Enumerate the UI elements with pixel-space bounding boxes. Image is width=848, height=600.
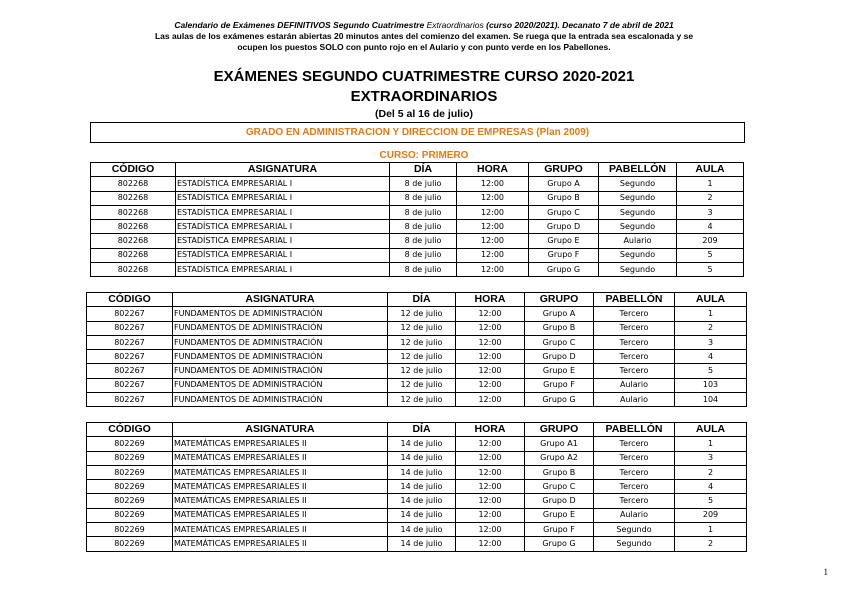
cell-code: 802269	[87, 523, 173, 537]
table-body	[91, 177, 744, 277]
cell-day: 14 de julio	[388, 523, 456, 537]
cell-room: 3	[677, 205, 744, 219]
cell-day: 8 de julio	[390, 177, 457, 191]
date-range: (Del 5 al 16 de julio)	[374, 108, 474, 120]
cell-pavilion: Tercero	[594, 465, 675, 479]
cell-subject: MATEMÁTICAS EMPRESARIALES II	[173, 437, 388, 451]
table-row	[87, 364, 747, 378]
cell-code: 802269	[87, 451, 173, 465]
cell-group: Grupo B	[525, 465, 594, 479]
cell-pavilion: Aulario	[594, 393, 675, 407]
cell-time: 12:00	[457, 234, 529, 248]
cell-room: 209	[675, 508, 747, 522]
cell-day: 8 de julio	[390, 234, 457, 248]
cell-group: Grupo G	[525, 537, 594, 551]
table-row	[87, 480, 747, 494]
column-header-pavilion: PABELLÓN	[599, 163, 677, 177]
cell-subject: ESTADÍSTICA EMPRESARIAL I	[176, 191, 390, 205]
cell-subject: MATEMÁTICAS EMPRESARIALES II	[173, 537, 388, 551]
cell-code: 802267	[87, 393, 173, 407]
cell-code: 802268	[91, 177, 176, 191]
cell-day: 14 de julio	[388, 437, 456, 451]
cell-day: 8 de julio	[390, 248, 457, 262]
cell-day: 8 de julio	[390, 220, 457, 234]
cell-group: Grupo E	[525, 364, 594, 378]
table-row	[87, 451, 747, 465]
cell-code: 802267	[87, 378, 173, 392]
table-row	[91, 234, 744, 248]
table-body	[87, 307, 747, 407]
cell-room: 2	[675, 465, 747, 479]
column-header-time: HORA	[457, 163, 529, 177]
cell-group: Grupo E	[525, 508, 594, 522]
cell-group: Grupo A	[525, 307, 594, 321]
table-row	[87, 393, 747, 407]
table-row	[87, 437, 747, 451]
cell-time: 12:00	[456, 508, 525, 522]
cell-code: 802267	[87, 350, 173, 364]
cell-pavilion: Segundo	[599, 248, 677, 262]
cell-room: 4	[675, 480, 747, 494]
column-header-pavilion: PABELLÓN	[594, 423, 675, 437]
cell-code: 802268	[91, 205, 176, 219]
cell-day: 12 de julio	[388, 307, 456, 321]
table-header-row	[87, 293, 747, 307]
cell-time: 12:00	[456, 523, 525, 537]
column-header-room: AULA	[677, 163, 744, 177]
cell-subject: ESTADÍSTICA EMPRESARIAL I	[176, 177, 390, 191]
cell-day: 14 de julio	[388, 451, 456, 465]
cell-subject: FUNDAMENTOS DE ADMINISTRACIÓN	[173, 350, 388, 364]
table-row	[91, 191, 744, 205]
cell-subject: FUNDAMENTOS DE ADMINISTRACIÓN	[173, 378, 388, 392]
cell-time: 12:00	[456, 307, 525, 321]
cell-subject: FUNDAMENTOS DE ADMINISTRACIÓN	[173, 321, 388, 335]
column-header-subject: ASIGNATURA	[173, 293, 388, 307]
exam-table-estadistica	[90, 162, 744, 277]
cell-room: 5	[677, 248, 744, 262]
table-row	[87, 465, 747, 479]
cell-pavilion: Tercero	[594, 480, 675, 494]
cell-subject: ESTADÍSTICA EMPRESARIAL I	[176, 248, 390, 262]
column-header-code: CÓDIGO	[87, 423, 173, 437]
cell-time: 12:00	[456, 437, 525, 451]
cell-room: 2	[675, 537, 747, 551]
cell-subject: MATEMÁTICAS EMPRESARIALES II	[173, 480, 388, 494]
cell-time: 12:00	[456, 465, 525, 479]
cell-group: Grupo A2	[525, 451, 594, 465]
cell-pavilion: Aulario	[594, 378, 675, 392]
cell-day: 12 de julio	[388, 378, 456, 392]
table-row	[91, 263, 744, 277]
cell-pavilion: Tercero	[594, 321, 675, 335]
cell-time: 12:00	[456, 364, 525, 378]
cell-subject: ESTADÍSTICA EMPRESARIAL I	[176, 220, 390, 234]
cell-room: 3	[675, 451, 747, 465]
cell-day: 12 de julio	[388, 335, 456, 349]
cell-pavilion: Tercero	[594, 451, 675, 465]
column-header-day: DÍA	[388, 293, 456, 307]
cell-pavilion: Aulario	[594, 508, 675, 522]
table-row	[91, 177, 744, 191]
cell-time: 12:00	[456, 350, 525, 364]
cell-code: 802267	[87, 321, 173, 335]
header-note-thin: Extraordinarios	[426, 20, 484, 30]
cell-room: 209	[677, 234, 744, 248]
column-header-room: AULA	[675, 423, 747, 437]
table-row	[87, 494, 747, 508]
cell-code: 802268	[91, 263, 176, 277]
cell-subject: FUNDAMENTOS DE ADMINISTRACIÓN	[173, 393, 388, 407]
cell-room: 1	[677, 177, 744, 191]
cell-subject: MATEMÁTICAS EMPRESARIALES II	[173, 451, 388, 465]
cell-room: 1	[675, 523, 747, 537]
column-header-group: GRUPO	[529, 163, 599, 177]
cell-day: 14 de julio	[388, 494, 456, 508]
cell-day: 12 de julio	[388, 393, 456, 407]
table-header-row	[87, 423, 747, 437]
cell-room: 4	[677, 220, 744, 234]
cell-room: 2	[675, 321, 747, 335]
cell-code: 802269	[87, 480, 173, 494]
course-label: CURSO: PRIMERO	[379, 150, 469, 161]
cell-day: 14 de julio	[388, 480, 456, 494]
cell-code: 802269	[87, 537, 173, 551]
cell-time: 12:00	[457, 191, 529, 205]
exam-table-fundamentos	[86, 292, 747, 407]
cell-code: 802268	[91, 234, 176, 248]
column-header-group: GRUPO	[525, 423, 594, 437]
degree-banner: GRADO EN ADMINISTRACION Y DIRECCION DE EMPRESAS (Plan 2009)	[90, 122, 745, 143]
cell-subject: ESTADÍSTICA EMPRESARIAL I	[176, 234, 390, 248]
cell-subject: ESTADÍSTICA EMPRESARIAL I	[176, 263, 390, 277]
cell-group: Grupo F	[525, 378, 594, 392]
cell-code: 802268	[91, 220, 176, 234]
cell-room: 1	[675, 437, 747, 451]
cell-group: Grupo C	[525, 480, 594, 494]
cell-time: 12:00	[456, 480, 525, 494]
cell-time: 12:00	[457, 263, 529, 277]
cell-group: Grupo E	[529, 234, 599, 248]
cell-code: 802269	[87, 437, 173, 451]
header-note-line1	[0, 20, 848, 31]
cell-code: 802267	[87, 335, 173, 349]
cell-group: Grupo G	[529, 263, 599, 277]
header-note-bold: Calendario de Exámenes DEFINITIVOS Segundo Cuatrimestre	[174, 20, 425, 30]
table-row	[91, 205, 744, 219]
cell-group: Grupo B	[525, 321, 594, 335]
cell-pavilion: Tercero	[594, 364, 675, 378]
exam-table-matematicas	[86, 422, 747, 552]
cell-subject: FUNDAMENTOS DE ADMINISTRACIÓN	[173, 307, 388, 321]
cell-subject: FUNDAMENTOS DE ADMINISTRACIÓN	[173, 335, 388, 349]
column-header-code: CÓDIGO	[87, 293, 173, 307]
cell-pavilion: Tercero	[594, 335, 675, 349]
cell-pavilion: Segundo	[594, 523, 675, 537]
table-row	[91, 220, 744, 234]
cell-group: Grupo B	[529, 191, 599, 205]
cell-subject: ESTADÍSTICA EMPRESARIAL I	[176, 205, 390, 219]
cell-day: 12 de julio	[388, 350, 456, 364]
table-row	[87, 537, 747, 551]
column-header-day: DÍA	[390, 163, 457, 177]
cell-pavilion: Segundo	[599, 263, 677, 277]
cell-day: 8 de julio	[390, 263, 457, 277]
cell-time: 12:00	[457, 205, 529, 219]
cell-time: 12:00	[456, 378, 525, 392]
cell-group: Grupo D	[529, 220, 599, 234]
cell-time: 12:00	[456, 335, 525, 349]
cell-group: Grupo G	[525, 393, 594, 407]
cell-day: 12 de julio	[388, 321, 456, 335]
cell-time: 12:00	[457, 177, 529, 191]
cell-time: 12:00	[457, 220, 529, 234]
cell-group: Grupo A	[529, 177, 599, 191]
column-header-time: HORA	[456, 293, 525, 307]
cell-room: 4	[675, 350, 747, 364]
cell-pavilion: Tercero	[594, 437, 675, 451]
cell-time: 12:00	[456, 321, 525, 335]
cell-room: 3	[675, 335, 747, 349]
cell-group: Grupo C	[525, 335, 594, 349]
cell-day: 14 de julio	[388, 537, 456, 551]
table-row	[87, 350, 747, 364]
table-row	[87, 508, 747, 522]
cell-group: Grupo F	[529, 248, 599, 262]
column-header-pavilion: PABELLÓN	[594, 293, 675, 307]
column-header-room: AULA	[675, 293, 747, 307]
cell-pavilion: Segundo	[599, 177, 677, 191]
cell-room: 5	[675, 364, 747, 378]
table-row	[87, 523, 747, 537]
header-note-tail: (curso 2020/2021). Decanato 7 de abril de 2021	[486, 20, 674, 30]
table-row	[87, 321, 747, 335]
header-note-line3: ocupen los puestos SOLO con punto rojo en el Aulario y con punto verde en los Pabellones.	[237, 42, 611, 52]
cell-pavilion: Tercero	[594, 350, 675, 364]
cell-pavilion: Aulario	[599, 234, 677, 248]
column-header-subject: ASIGNATURA	[173, 423, 388, 437]
table-body	[87, 437, 747, 551]
column-header-time: HORA	[456, 423, 525, 437]
cell-code: 802268	[91, 191, 176, 205]
cell-day: 14 de julio	[388, 508, 456, 522]
cell-code: 802269	[87, 465, 173, 479]
cell-day: 8 de julio	[390, 191, 457, 205]
cell-time: 12:00	[457, 248, 529, 262]
cell-group: Grupo D	[525, 350, 594, 364]
table-row	[87, 335, 747, 349]
cell-day: 14 de julio	[388, 465, 456, 479]
cell-time: 12:00	[456, 393, 525, 407]
cell-room: 1	[675, 307, 747, 321]
cell-code: 802269	[87, 494, 173, 508]
cell-code: 802267	[87, 364, 173, 378]
cell-pavilion: Segundo	[599, 220, 677, 234]
cell-time: 12:00	[456, 451, 525, 465]
page-subtitle: EXTRAORDINARIOS	[350, 88, 498, 105]
column-header-subject: ASIGNATURA	[176, 163, 390, 177]
cell-room: 5	[677, 263, 744, 277]
page-title: EXÁMENES SEGUNDO CUATRIMESTRE CURSO 2020-2021	[213, 68, 635, 85]
table-row	[87, 378, 747, 392]
page-number: 1	[823, 567, 828, 577]
column-header-group: GRUPO	[525, 293, 594, 307]
cell-pavilion: Segundo	[599, 191, 677, 205]
cell-room: 103	[675, 378, 747, 392]
column-header-day: DÍA	[388, 423, 456, 437]
cell-day: 12 de julio	[388, 364, 456, 378]
cell-room: 5	[675, 494, 747, 508]
cell-subject: MATEMÁTICAS EMPRESARIALES II	[173, 494, 388, 508]
cell-subject: MATEMÁTICAS EMPRESARIALES II	[173, 508, 388, 522]
table-header-row	[91, 163, 744, 177]
cell-group: Grupo D	[525, 494, 594, 508]
cell-group: Grupo C	[529, 205, 599, 219]
cell-group: Grupo F	[525, 523, 594, 537]
cell-code: 802269	[87, 508, 173, 522]
cell-code: 802267	[87, 307, 173, 321]
cell-time: 12:00	[456, 494, 525, 508]
cell-pavilion: Segundo	[599, 205, 677, 219]
cell-code: 802268	[91, 248, 176, 262]
cell-room: 104	[675, 393, 747, 407]
cell-group: Grupo A1	[525, 437, 594, 451]
cell-pavilion: Segundo	[594, 537, 675, 551]
cell-subject: MATEMÁTICAS EMPRESARIALES II	[173, 523, 388, 537]
table-row	[87, 307, 747, 321]
cell-pavilion: Tercero	[594, 494, 675, 508]
cell-subject: MATEMÁTICAS EMPRESARIALES II	[173, 465, 388, 479]
column-header-code: CÓDIGO	[91, 163, 176, 177]
cell-time: 12:00	[456, 537, 525, 551]
cell-subject: FUNDAMENTOS DE ADMINISTRACIÓN	[173, 364, 388, 378]
cell-day: 8 de julio	[390, 205, 457, 219]
cell-pavilion: Tercero	[594, 307, 675, 321]
header-note-line2: Las aulas de los exámenes estarán abiertas 20 minutos antes del comienzo del examen. Se ruega que la entrada sea escalonada y se	[154, 31, 694, 41]
table-row	[91, 248, 744, 262]
cell-room: 2	[677, 191, 744, 205]
